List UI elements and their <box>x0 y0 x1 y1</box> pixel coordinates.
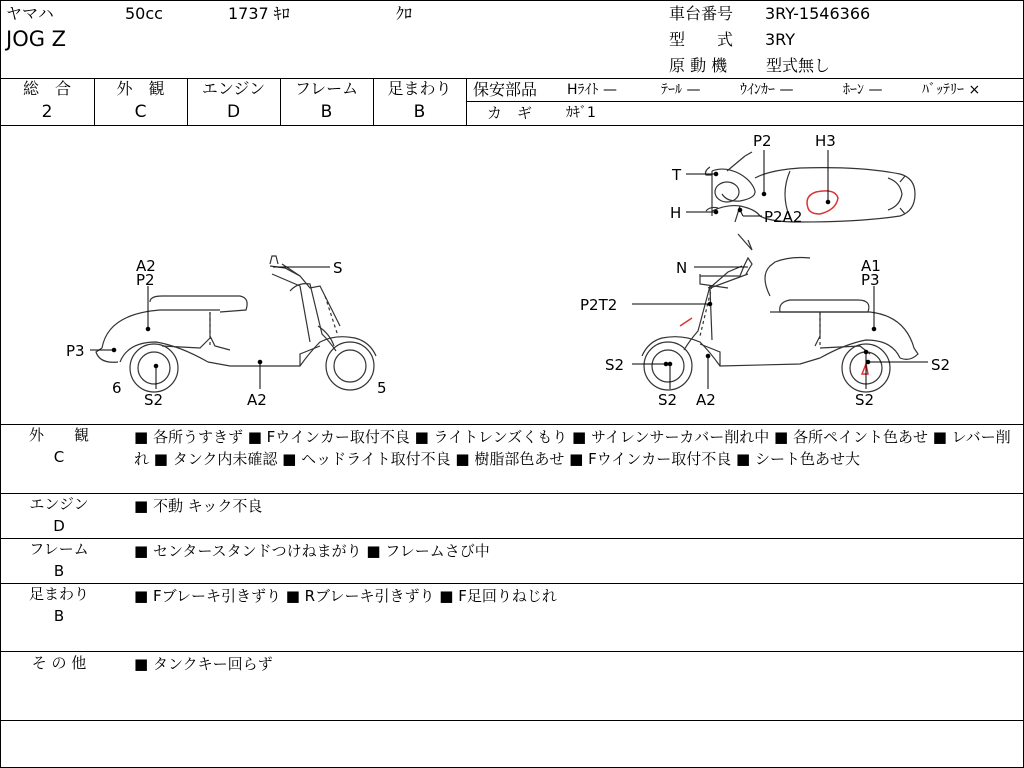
label-p2: P2 <box>136 271 155 289</box>
frame-number: 3RY-1546366 <box>765 4 871 23</box>
safety-winker: ｳｲﾝｶｰ — <box>740 82 794 98</box>
remark-label: 足まわり <box>28 585 89 603</box>
frame-score: B <box>320 102 333 122</box>
label-s2: S2 <box>931 356 951 374</box>
divider <box>0 493 1024 494</box>
exterior-label: 外 観 <box>116 79 165 98</box>
engine-label: エンジン <box>201 79 266 98</box>
label-s: S <box>333 259 343 277</box>
remark-label: そ の 他 <box>31 654 87 672</box>
remark-text: ■ 不動 キック不良 <box>134 497 263 515</box>
remark-label: 外 観 <box>28 426 89 444</box>
remark-text: ■ 各所うすきず ■ Fウインカー取付不良 ■ ライトレンズくもり ■ サイレンサーカバー削れ中 ■ 各所ペイント色あせ ■ レバー削れ ■ タンク内未確認 ■ ヘッドライト取付不良 ■ 樹脂部色あせ ■ Fウインカー取付不良 ■ シート色あせ大 <box>134 428 1011 468</box>
divider <box>0 538 1024 539</box>
exterior-score: C <box>134 102 147 122</box>
damage-diagram <box>0 126 1024 424</box>
overall-score: 2 <box>41 102 53 122</box>
leader-lines <box>90 150 928 389</box>
diagram-labels <box>66 132 950 409</box>
divider <box>0 424 1024 425</box>
safety-horn: ﾎｰﾝ — <box>843 82 883 98</box>
safety-headlight: Hﾗｲﾄ — <box>567 82 617 98</box>
label-p3: P3 <box>66 342 85 360</box>
remark-grade: D <box>53 517 65 535</box>
label-a2: A2 <box>247 391 267 409</box>
suspension-label: 足まわり <box>387 79 452 98</box>
label-a1: A1 <box>861 257 881 275</box>
label-n: N <box>676 259 688 277</box>
scooter-top-view <box>706 152 916 296</box>
model-type: 3RY <box>765 30 796 49</box>
divider <box>0 583 1024 584</box>
label-s2: S2 <box>144 391 164 409</box>
divider <box>467 101 1024 102</box>
model-type-label: 型 式 <box>669 30 734 49</box>
divider <box>466 78 467 125</box>
label-h3: H3 <box>815 132 836 150</box>
mileage: 1737 ｷﾛ <box>228 4 290 23</box>
label-s2: S2 <box>605 356 625 374</box>
remark-grade: C <box>53 448 65 466</box>
engine-type-label: 原 動 機 <box>669 56 728 75</box>
label-p2t2: P2T2 <box>580 296 618 314</box>
remark-text: ■ センタースタンドつけねまがり ■ フレームさび中 <box>134 542 490 560</box>
divider <box>0 720 1024 721</box>
label-t: T <box>672 166 682 184</box>
label-5: 5 <box>377 379 387 397</box>
remark-text: ■ Fブレーキ引きずり ■ Rブレーキ引きずり ■ F足回りねじれ <box>134 587 557 605</box>
label-s2: S2 <box>855 391 875 409</box>
model-name: JOG Z <box>6 27 67 51</box>
displacement: 50cc <box>125 4 163 23</box>
label-p2: P2 <box>753 132 772 150</box>
remark-text: ■ タンクキー回らず <box>134 655 273 673</box>
divider <box>0 651 1024 652</box>
remark-grade: B <box>53 562 65 580</box>
suspension-score: B <box>413 102 426 122</box>
label-s2: S2 <box>658 391 678 409</box>
engine-type: 型式無し <box>766 56 831 75</box>
safety-parts-label: 保安部品 <box>473 80 538 99</box>
safety-battery: ﾊﾞｯﾃﾘｰ × <box>922 82 981 98</box>
overall-label: 総 合 <box>22 79 71 98</box>
label-6: 6 <box>112 379 122 397</box>
frame-number-label: 車台番号 <box>669 4 734 23</box>
remark-label: エンジン <box>29 495 89 513</box>
label-a2: A2 <box>136 257 156 275</box>
maker: ヤマハ <box>6 4 54 23</box>
remark-grade: B <box>53 607 65 625</box>
label-p2a2: P2A2 <box>764 208 803 226</box>
key-label: カ ギ <box>487 104 533 122</box>
label-a2: A2 <box>696 391 716 409</box>
frame-label: フレーム <box>294 79 359 98</box>
safety-tail: ﾃｰﾙ — <box>661 82 701 98</box>
remark-label: フレーム <box>29 540 89 558</box>
color: ｸﾛ <box>396 4 413 23</box>
engine-score: D <box>226 102 241 122</box>
label-p3: P3 <box>861 271 880 289</box>
key-value: ｶｷﾞ1 <box>566 105 596 121</box>
label-h: H <box>670 204 682 222</box>
